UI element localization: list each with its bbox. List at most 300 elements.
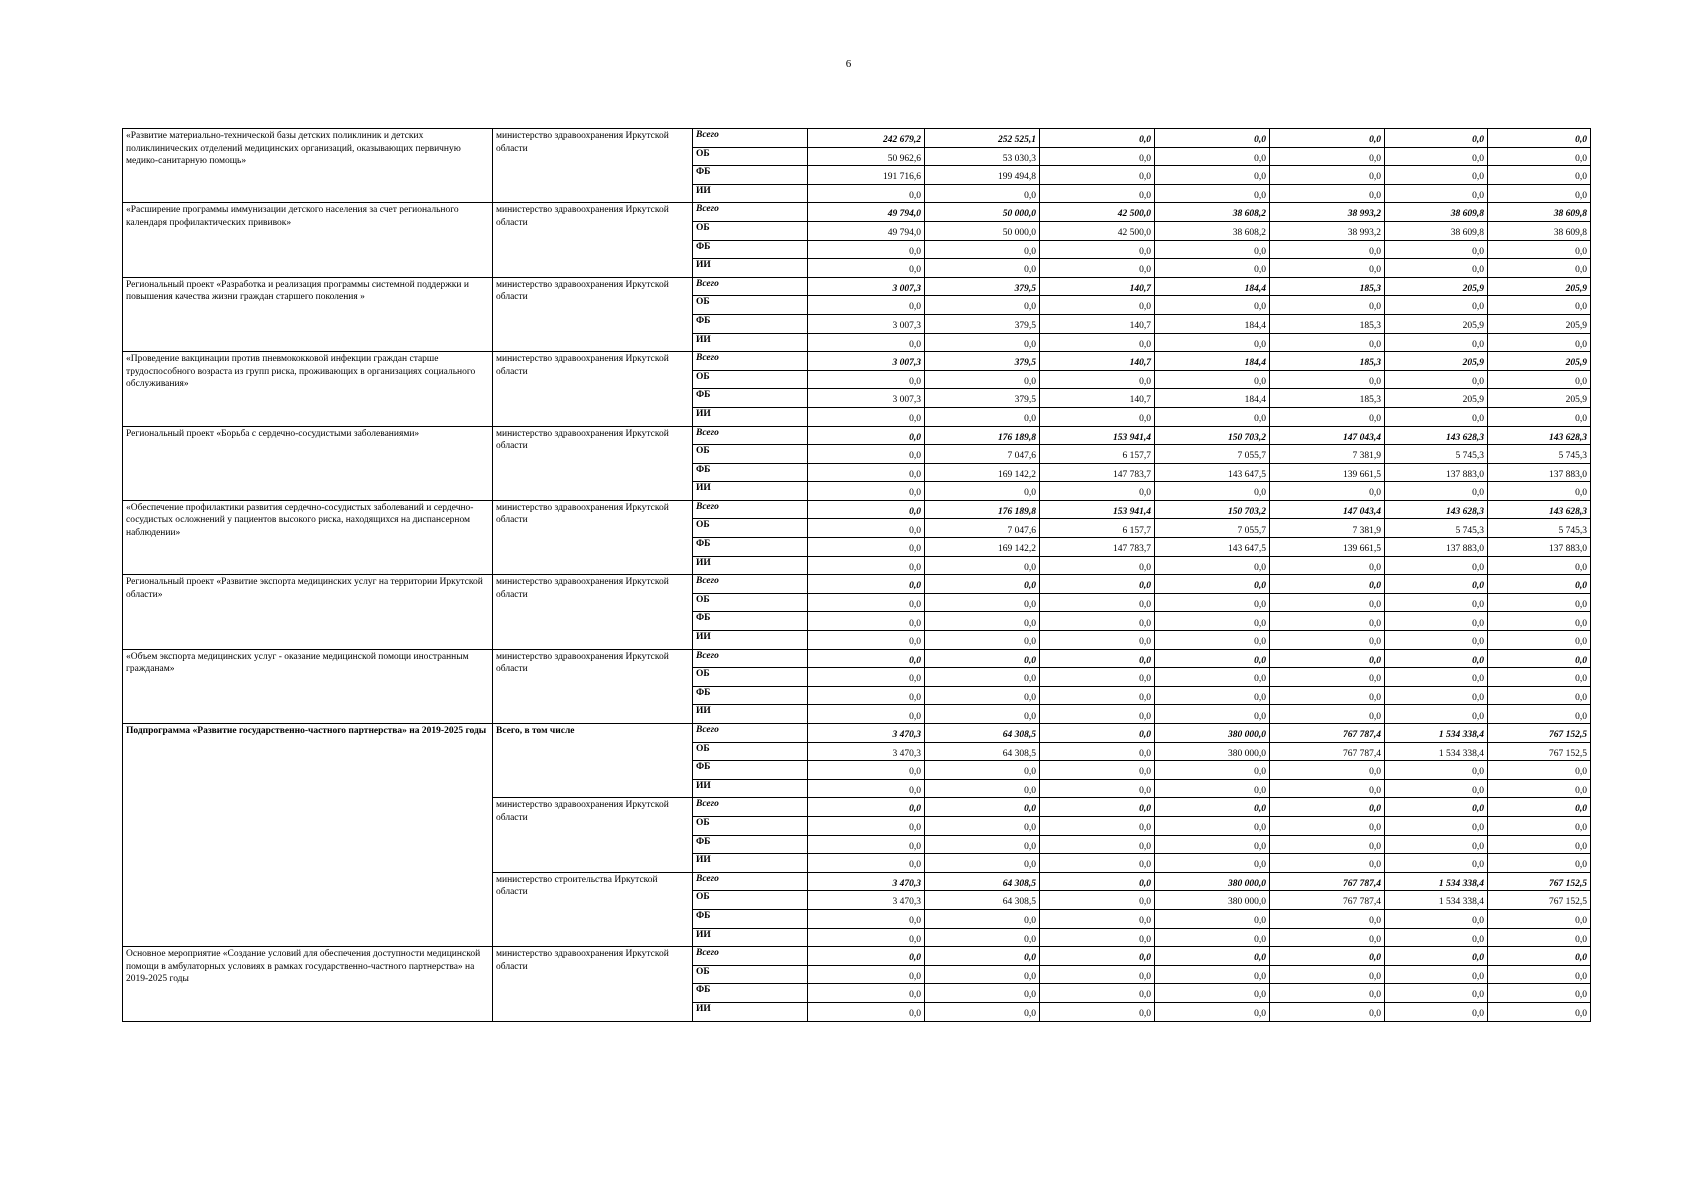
amount-cell: 1 534 338,4 (1385, 872, 1488, 891)
amount-cell: 379,5 (925, 277, 1040, 296)
amount-cell: 185,3 (1270, 389, 1385, 408)
amount-cell: 0,0 (1488, 1002, 1591, 1021)
responsible-executor: министерство здравоохранения Иркутской области (493, 798, 693, 872)
funding-source: ФБ (693, 612, 808, 631)
amount-cell: 0,0 (808, 686, 925, 705)
amount-cell: 0,0 (808, 816, 925, 835)
table-row (123, 947, 1591, 966)
funding-source: Всего (693, 724, 808, 743)
funding-source: ФБ (693, 909, 808, 928)
funding-source: ОБ (693, 519, 808, 538)
amount-cell: 0,0 (1040, 240, 1155, 259)
amount-cell: 0,0 (1040, 909, 1155, 928)
amount-cell: 0,0 (1488, 147, 1591, 166)
amount-cell: 0,0 (808, 965, 925, 984)
amount-cell: 176 189,8 (925, 500, 1040, 519)
amount-cell: 0,0 (1488, 668, 1591, 687)
amount-cell: 0,0 (808, 649, 925, 668)
amount-cell: 0,0 (1155, 575, 1270, 594)
amount-cell: 0,0 (1270, 407, 1385, 426)
funding-source: ИИ (693, 1002, 808, 1021)
amount-cell: 0,0 (808, 835, 925, 854)
amount-cell: 0,0 (808, 240, 925, 259)
amount-cell: 0,0 (1270, 129, 1385, 148)
funding-source: ФБ (693, 538, 808, 557)
funding-source: ОБ (693, 816, 808, 835)
amount-cell: 0,0 (1270, 835, 1385, 854)
amount-cell: 0,0 (925, 575, 1040, 594)
amount-cell: 143 628,3 (1385, 500, 1488, 519)
amount-cell: 0,0 (1270, 259, 1385, 278)
amount-cell: 1 534 338,4 (1385, 724, 1488, 743)
funding-source: ФБ (693, 314, 808, 333)
amount-cell: 0,0 (1385, 556, 1488, 575)
funding-source: ФБ (693, 389, 808, 408)
funding-source: ИИ (693, 631, 808, 650)
amount-cell: 0,0 (925, 482, 1040, 501)
amount-cell: 5 745,3 (1385, 519, 1488, 538)
amount-cell: 0,0 (1270, 556, 1385, 575)
amount-cell: 0,0 (1385, 482, 1488, 501)
funding-source: ИИ (693, 407, 808, 426)
amount-cell: 0,0 (1155, 184, 1270, 203)
amount-cell: 0,0 (1155, 649, 1270, 668)
amount-cell: 0,0 (1270, 984, 1385, 1003)
amount-cell: 0,0 (1155, 686, 1270, 705)
amount-cell: 0,0 (1270, 333, 1385, 352)
amount-cell: 0,0 (1040, 742, 1155, 761)
amount-cell: 0,0 (1155, 593, 1270, 612)
amount-cell: 252 525,1 (925, 129, 1040, 148)
amount-cell: 0,0 (1488, 129, 1591, 148)
amount-cell: 50 962,6 (808, 147, 925, 166)
amount-cell: 0,0 (1270, 668, 1385, 687)
funding-source: ФБ (693, 761, 808, 780)
amount-cell: 0,0 (1040, 575, 1155, 594)
responsible-executor: министерство здравоохранения Иркутской области (493, 649, 693, 723)
amount-cell: 380 000,0 (1155, 872, 1270, 891)
amount-cell: 3 007,3 (808, 389, 925, 408)
amount-cell: 0,0 (1385, 259, 1488, 278)
amount-cell: 0,0 (1385, 761, 1488, 780)
amount-cell: 0,0 (808, 798, 925, 817)
amount-cell: 0,0 (1488, 984, 1591, 1003)
amount-cell: 0,0 (1488, 798, 1591, 817)
amount-cell: 0,0 (1040, 668, 1155, 687)
amount-cell: 0,0 (1040, 556, 1155, 575)
funding-source: Всего (693, 500, 808, 519)
responsible-executor: министерство здравоохранения Иркутской области (493, 947, 693, 1021)
amount-cell: 0,0 (1270, 649, 1385, 668)
amount-cell: 205,9 (1385, 314, 1488, 333)
amount-cell: 169 142,2 (925, 538, 1040, 557)
responsible-executor: министерство строительства Иркутской области (493, 872, 693, 946)
amount-cell: 0,0 (1155, 909, 1270, 928)
amount-cell: 205,9 (1488, 352, 1591, 371)
amount-cell: 0,0 (1488, 835, 1591, 854)
amount-cell: 0,0 (808, 854, 925, 873)
amount-cell: 0,0 (1488, 184, 1591, 203)
funding-source: ОБ (693, 891, 808, 910)
amount-cell: 0,0 (1270, 854, 1385, 873)
amount-cell: 0,0 (925, 296, 1040, 315)
amount-cell: 153 941,4 (1040, 500, 1155, 519)
funding-source: Всего (693, 277, 808, 296)
amount-cell: 0,0 (925, 909, 1040, 928)
amount-cell: 0,0 (1155, 928, 1270, 947)
amount-cell: 0,0 (1385, 835, 1488, 854)
funding-source: ОБ (693, 147, 808, 166)
amount-cell: 767 152,5 (1488, 891, 1591, 910)
amount-cell: 0,0 (925, 947, 1040, 966)
amount-cell: 0,0 (925, 1002, 1040, 1021)
amount-cell: 0,0 (1040, 259, 1155, 278)
amount-cell: 0,0 (925, 816, 1040, 835)
amount-cell: 0,0 (808, 500, 925, 519)
amount-cell: 0,0 (925, 333, 1040, 352)
amount-cell: 0,0 (1385, 166, 1488, 185)
amount-cell: 147 783,7 (1040, 538, 1155, 557)
funding-source: ФБ (693, 984, 808, 1003)
amount-cell: 0,0 (1040, 947, 1155, 966)
amount-cell: 38 609,8 (1488, 221, 1591, 240)
amount-cell: 0,0 (1385, 631, 1488, 650)
amount-cell: 0,0 (925, 686, 1040, 705)
amount-cell: 140,7 (1040, 352, 1155, 371)
amount-cell: 0,0 (808, 463, 925, 482)
amount-cell: 140,7 (1040, 389, 1155, 408)
amount-cell: 5 745,3 (1488, 445, 1591, 464)
amount-cell: 205,9 (1488, 277, 1591, 296)
amount-cell: 0,0 (808, 1002, 925, 1021)
amount-cell: 6 157,7 (1040, 519, 1155, 538)
amount-cell: 0,0 (1040, 891, 1155, 910)
amount-cell: 139 661,5 (1270, 463, 1385, 482)
amount-cell: 0,0 (1488, 705, 1591, 724)
amount-cell: 0,0 (1488, 631, 1591, 650)
amount-cell: 0,0 (1155, 816, 1270, 835)
funding-source: ИИ (693, 779, 808, 798)
measure-name: «Проведение вакцинации против пневмококковой инфекции граждан старше трудоспособного возраста из групп риска, проживающих в организациях социального обслуживания» (123, 352, 493, 426)
amount-cell: 0,0 (925, 854, 1040, 873)
responsible-executor: министерство здравоохранения Иркутской области (493, 426, 693, 500)
amount-cell: 38 609,8 (1385, 221, 1488, 240)
amount-cell: 0,0 (808, 909, 925, 928)
table-row (123, 575, 1591, 594)
amount-cell: 0,0 (925, 779, 1040, 798)
amount-cell: 0,0 (1040, 835, 1155, 854)
amount-cell: 0,0 (1270, 296, 1385, 315)
funding-source: ОБ (693, 445, 808, 464)
amount-cell: 3 007,3 (808, 314, 925, 333)
amount-cell: 0,0 (1488, 370, 1591, 389)
funding-source: Всего (693, 426, 808, 445)
amount-cell: 140,7 (1040, 277, 1155, 296)
amount-cell: 64 308,5 (925, 891, 1040, 910)
amount-cell: 0,0 (1488, 816, 1591, 835)
amount-cell: 0,0 (1155, 1002, 1270, 1021)
amount-cell: 767 787,4 (1270, 724, 1385, 743)
funding-source: ОБ (693, 221, 808, 240)
amount-cell: 0,0 (808, 779, 925, 798)
amount-cell: 3 470,3 (808, 724, 925, 743)
amount-cell: 0,0 (1040, 761, 1155, 780)
amount-cell: 191 716,6 (808, 166, 925, 185)
amount-cell: 0,0 (1385, 147, 1488, 166)
amount-cell: 0,0 (1270, 909, 1385, 928)
amount-cell: 143 628,3 (1488, 426, 1591, 445)
amount-cell: 380 000,0 (1155, 891, 1270, 910)
amount-cell: 0,0 (808, 538, 925, 557)
amount-cell: 150 703,2 (1155, 500, 1270, 519)
amount-cell: 0,0 (1040, 593, 1155, 612)
measure-name: Региональный проект «Развитие экспорта медицинских услуг на территории Иркутской области» (123, 575, 493, 649)
amount-cell: 150 703,2 (1155, 426, 1270, 445)
amount-cell: 137 883,0 (1385, 463, 1488, 482)
funding-source: ИИ (693, 482, 808, 501)
amount-cell: 0,0 (1270, 631, 1385, 650)
funding-source: ОБ (693, 668, 808, 687)
amount-cell: 0,0 (1155, 854, 1270, 873)
amount-cell: 0,0 (925, 184, 1040, 203)
table-row (123, 500, 1591, 519)
amount-cell: 0,0 (1270, 370, 1385, 389)
amount-cell: 6 157,7 (1040, 445, 1155, 464)
amount-cell: 184,4 (1155, 389, 1270, 408)
amount-cell: 0,0 (1385, 779, 1488, 798)
amount-cell: 0,0 (1385, 129, 1488, 148)
table-row (123, 649, 1591, 668)
amount-cell: 0,0 (1488, 649, 1591, 668)
amount-cell: 0,0 (925, 240, 1040, 259)
responsible-executor: министерство здравоохранения Иркутской области (493, 500, 693, 574)
amount-cell: 0,0 (1488, 909, 1591, 928)
amount-cell: 5 745,3 (1385, 445, 1488, 464)
amount-cell: 0,0 (1155, 166, 1270, 185)
table-row (123, 203, 1591, 222)
funding-source: Всего (693, 947, 808, 966)
amount-cell: 0,0 (1270, 947, 1385, 966)
amount-cell: 140,7 (1040, 314, 1155, 333)
amount-cell: 0,0 (1385, 575, 1488, 594)
amount-cell: 0,0 (925, 593, 1040, 612)
amount-cell: 0,0 (1488, 965, 1591, 984)
amount-cell: 38 608,2 (1155, 221, 1270, 240)
amount-cell: 0,0 (1040, 631, 1155, 650)
amount-cell: 0,0 (808, 984, 925, 1003)
amount-cell: 205,9 (1385, 277, 1488, 296)
amount-cell: 0,0 (1040, 854, 1155, 873)
amount-cell: 0,0 (925, 407, 1040, 426)
amount-cell: 1 534 338,4 (1385, 891, 1488, 910)
amount-cell: 184,4 (1155, 277, 1270, 296)
amount-cell: 0,0 (1155, 779, 1270, 798)
amount-cell: 3 007,3 (808, 277, 925, 296)
amount-cell: 0,0 (1155, 668, 1270, 687)
amount-cell: 0,0 (1040, 686, 1155, 705)
measure-name: Основное мероприятие «Создание условий для обеспечения доступности медицинской помощи в амбулаторных условиях в рамках государственно-частного партнерства» на 2019-2025 годы (123, 947, 493, 1021)
amount-cell: 0,0 (1040, 370, 1155, 389)
amount-cell: 0,0 (1270, 798, 1385, 817)
amount-cell: 0,0 (925, 668, 1040, 687)
measure-name: Региональный проект «Борьба с сердечно-сосудистыми заболеваниями» (123, 426, 493, 500)
amount-cell: 185,3 (1270, 314, 1385, 333)
amount-cell: 0,0 (1385, 184, 1488, 203)
amount-cell: 0,0 (1040, 705, 1155, 724)
amount-cell: 3 470,3 (808, 742, 925, 761)
measure-name: «Объем экспорта медицинских услуг - оказание медицинской помощи иностранным гражданам» (123, 649, 493, 723)
amount-cell: 143 647,5 (1155, 463, 1270, 482)
amount-cell: 205,9 (1488, 314, 1591, 333)
amount-cell: 0,0 (1155, 612, 1270, 631)
amount-cell: 0,0 (1040, 649, 1155, 668)
amount-cell: 42 500,0 (1040, 203, 1155, 222)
amount-cell: 0,0 (1488, 407, 1591, 426)
amount-cell: 0,0 (1040, 184, 1155, 203)
amount-cell: 0,0 (925, 965, 1040, 984)
funding-source: ФБ (693, 686, 808, 705)
funding-source: ИИ (693, 333, 808, 352)
amount-cell: 0,0 (1385, 1002, 1488, 1021)
amount-cell: 38 993,2 (1270, 221, 1385, 240)
funding-source: ОБ (693, 296, 808, 315)
amount-cell: 0,0 (1385, 705, 1488, 724)
amount-cell: 0,0 (1155, 259, 1270, 278)
amount-cell: 0,0 (1488, 259, 1591, 278)
amount-cell: 0,0 (1488, 612, 1591, 631)
table-row (123, 129, 1591, 148)
amount-cell: 38 993,2 (1270, 203, 1385, 222)
amount-cell: 0,0 (1155, 482, 1270, 501)
amount-cell: 0,0 (1488, 556, 1591, 575)
amount-cell: 0,0 (1385, 798, 1488, 817)
amount-cell: 0,0 (1385, 947, 1488, 966)
amount-cell: 0,0 (808, 593, 925, 612)
amount-cell: 137 883,0 (1385, 538, 1488, 557)
amount-cell: 42 500,0 (1040, 221, 1155, 240)
amount-cell: 0,0 (1040, 965, 1155, 984)
amount-cell: 379,5 (925, 314, 1040, 333)
amount-cell: 7 381,9 (1270, 519, 1385, 538)
amount-cell: 0,0 (1385, 612, 1488, 631)
amount-cell: 0,0 (808, 426, 925, 445)
amount-cell: 205,9 (1488, 389, 1591, 408)
amount-cell: 0,0 (1270, 575, 1385, 594)
amount-cell: 379,5 (925, 389, 1040, 408)
responsible-executor: министерство здравоохранения Иркутской области (493, 129, 693, 203)
amount-cell: 0,0 (1155, 296, 1270, 315)
amount-cell: 0,0 (808, 928, 925, 947)
funding-source: ОБ (693, 593, 808, 612)
amount-cell: 0,0 (925, 798, 1040, 817)
amount-cell: 0,0 (1155, 761, 1270, 780)
funding-source: Всего (693, 203, 808, 222)
amount-cell: 0,0 (1040, 779, 1155, 798)
amount-cell: 0,0 (1270, 686, 1385, 705)
amount-cell: 0,0 (808, 482, 925, 501)
amount-cell: 0,0 (925, 928, 1040, 947)
funding-source: ИИ (693, 854, 808, 873)
amount-cell: 767 152,5 (1488, 742, 1591, 761)
amount-cell: 0,0 (1155, 333, 1270, 352)
amount-cell: 0,0 (1155, 798, 1270, 817)
amount-cell: 0,0 (808, 519, 925, 538)
measure-name: Подпрограмма «Развитие государственно-частного партнерства» на 2019-2025 годы (123, 724, 493, 947)
amount-cell: 7 047,6 (925, 445, 1040, 464)
responsible-executor: министерство здравоохранения Иркутской области (493, 277, 693, 351)
amount-cell: 380 000,0 (1155, 742, 1270, 761)
amount-cell: 0,0 (808, 612, 925, 631)
amount-cell: 0,0 (1155, 407, 1270, 426)
amount-cell: 0,0 (1155, 965, 1270, 984)
amount-cell: 0,0 (1155, 370, 1270, 389)
table-row (123, 352, 1591, 371)
amount-cell: 0,0 (1155, 147, 1270, 166)
funding-source: Всего (693, 129, 808, 148)
amount-cell: 3 470,3 (808, 872, 925, 891)
table-row (123, 724, 1591, 743)
amount-cell: 0,0 (1040, 166, 1155, 185)
funding-source: Всего (693, 872, 808, 891)
amount-cell: 0,0 (808, 575, 925, 594)
amount-cell: 53 030,3 (925, 147, 1040, 166)
amount-cell: 205,9 (1385, 352, 1488, 371)
amount-cell: 0,0 (808, 296, 925, 315)
amount-cell: 0,0 (808, 259, 925, 278)
funding-source: ИИ (693, 705, 808, 724)
amount-cell: 0,0 (1270, 240, 1385, 259)
amount-cell: 7 055,7 (1155, 445, 1270, 464)
amount-cell: 0,0 (1040, 928, 1155, 947)
amount-cell: 0,0 (1155, 705, 1270, 724)
amount-cell: 0,0 (1385, 816, 1488, 835)
amount-cell: 0,0 (1040, 147, 1155, 166)
amount-cell: 0,0 (1488, 686, 1591, 705)
amount-cell: 380 000,0 (1155, 724, 1270, 743)
amount-cell: 0,0 (1385, 333, 1488, 352)
amount-cell: 0,0 (1385, 984, 1488, 1003)
amount-cell: 0,0 (808, 184, 925, 203)
responsible-executor: Всего, в том числе (493, 724, 693, 798)
amount-cell: 169 142,2 (925, 463, 1040, 482)
amount-cell: 0,0 (1385, 240, 1488, 259)
amount-cell: 5 745,3 (1488, 519, 1591, 538)
amount-cell: 139 661,5 (1270, 538, 1385, 557)
amount-cell: 1 534 338,4 (1385, 742, 1488, 761)
amount-cell: 0,0 (1040, 1002, 1155, 1021)
amount-cell: 767 787,4 (1270, 891, 1385, 910)
funding-source: ФБ (693, 240, 808, 259)
amount-cell: 0,0 (1270, 705, 1385, 724)
table-row (123, 277, 1591, 296)
amount-cell: 0,0 (1488, 296, 1591, 315)
amount-cell: 147 783,7 (1040, 463, 1155, 482)
amount-cell: 0,0 (1385, 965, 1488, 984)
amount-cell: 0,0 (1270, 166, 1385, 185)
amount-cell: 0,0 (808, 370, 925, 389)
amount-cell: 0,0 (1040, 407, 1155, 426)
amount-cell: 0,0 (1385, 909, 1488, 928)
amount-cell: 184,4 (1155, 352, 1270, 371)
amount-cell: 0,0 (1488, 333, 1591, 352)
table-row (123, 426, 1591, 445)
amount-cell: 0,0 (1270, 1002, 1385, 1021)
amount-cell: 767 152,5 (1488, 724, 1591, 743)
amount-cell: 0,0 (1270, 928, 1385, 947)
amount-cell: 0,0 (1385, 370, 1488, 389)
amount-cell: 0,0 (925, 556, 1040, 575)
page-number: 6 (845, 58, 852, 70)
